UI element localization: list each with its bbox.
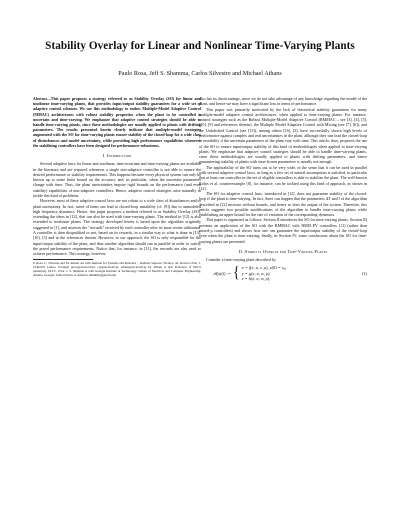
equation-row-performance: z = h(x, u, w, ρ),	[241, 276, 271, 282]
right-column	[199, 96, 367, 284]
equation-brace: {	[233, 264, 240, 282]
abstract-text: —This paper proposes a strategy referred to as Stability Overlay (SO) for linear and nonlinear time-varying plants, that provides input/output stability guarantees for a wide set of adaptive control schemes. We use this methodology to endow Multiple-Model Adaptive Control (MMAC) architectures with robust stability properties when the plant to be controlled is uncertain and time-varying. We emphasize that adaptive control strategies should be able to handle time-varying plants, since these methodologies are usually applied to plants with drifting parameters. The results presented herein clearly indicate that multiple-model strategies augmented with the SO for time-varying plants ensure stability of the closed-loop for a wide class of disturbances and model uncertainty, while providing high performance capabilities whenever the stabilizing controllers have been designed for performance-robustness.	[33, 96, 201, 148]
equation-number: (1)	[361, 270, 367, 276]
right-paragraph-5: This paper is organized as follows: Section II introduces the SO for time-varying plants. Section III presents an application of the SO with the RMMAC with BMI/LPV controllers [11] (rather than mixed-μ controllers) and shows how one can guarantee the input/output stability of the closed-loop even when the plant is time-varying; finally, in Section IV, some conclusions about the SO for time-varying plants are presented.	[199, 217, 367, 244]
paper-title: Stability Overlay for Linear and Nonlinear Time-Varying Plants	[45, 40, 355, 52]
author-list: Paulo Rosa, Jeff S. Shamma, Carlos Silvestre and Michael Athans	[118, 70, 282, 77]
equation-1	[199, 265, 367, 281]
right-paragraph-3: The applicability of the SO turns out to be very wide, in the sense that it can be used in parallel with several adaptive control laws, as long as a few set of natural assumptions is satisfied, in particular that at least one controller in the set of eligible controllers is able to stabilize the plant. The well-known Rohrs et al. counterexample [8], for instance, can be tackled using this kind of approach, as shown in [12].	[199, 164, 367, 191]
right-paragraph-2: This paper was primarily motivated by the lack of theoretical stability guarantees for many multiple-model adaptive control architectures, when applied to time-varying plants. For instance, control strategies such as the Robust Multiple-Model Adaptive Control (RMMAC – see [3], [4], [5], [10], [9] and references therein), the Multiple Model Adaptive Control with Mixing (see [7], [6]), and the Unfalsified Control (see [13]), among others [16], [2], have successfully shown high levels of performance against complex and real uncertainties in the plant, although they can lead the closed-loop to instability if the uncertain parameters of the plant vary with time. This article, thus, proposes the use of the SO to ensure input/output stability of this kind of methodologies when applied to time-varying plants. We emphasize that adaptive control strategies should be able to handle time-varying plants, since these methodologies are usually applied to plants with drifting parameters, and hence guaranteeing stability of plants with time-frozen parameters is usually not enough.	[199, 106, 367, 165]
equation-row-output: y = g(x, u, w, ρ),	[241, 270, 271, 276]
left-column	[33, 96, 201, 278]
right-paragraph-4: The SO for adaptive control laws, introduced in [12], does not guarantee stability of the closed-loop if the plant is time-varying. In fact, there can happen that the parameters ΔT and l of the algorithm described in [12] increase without bounds, and hence so does the output of the system. Therefore, this article suggests two possible modifications of the algorithm to handle time-varying plants while establishing an upper bound for the rate of variation of the corresponding dynamics.	[199, 191, 367, 218]
equation-lhs: 𝒫(ρ(t)) :=	[213, 270, 231, 276]
section-heading-introduction: I. Introduction	[102, 153, 132, 159]
abstract-lead: Abstract	[33, 96, 47, 101]
intro-paragraph-2: However, most of these adaptive control laws are not robust to a wide class of disturbances and/or plant uncertainty. In fact, some of them can lead to closed-loop instability (cf. [9]) due to unmodeled high frequency dynamics. Hence, this paper proposes a method referred to as Stability Overlay (SO), extending the ideas in [12], that can also be used with time-varying plants. The method in [12] is also extended to nonlinear plants. The strategy developed herein is based upon the algorithm originally suggested in [1], and assesses the "rewards" received by each controller after its most recent utilization. A controller is then disqualified or not, based on its rewards, in a similar way to what is done in [13], [16], [3] and in the references therein. However, in our approach, the SO is only responsible for the input/output stability of the plant, and thus another algorithm should run in parallel in order to satisfy the posed performance requirements. Notice that, for instance, in [13], the rewards are also used to achieve performance. This strategy, however,	[33, 198, 201, 257]
section-heading-stability-overlay: II. Stability Overlay for Time-Varying Plants	[238, 248, 328, 254]
footnote-divider	[33, 259, 93, 260]
equation-rows	[242, 265, 287, 281]
equation-row-state: ẋ = f(x, u, v, ρ), x(0) = x₀,	[241, 265, 287, 271]
right-paragraph-1: also has its shortcomings, since we do not take advantage of any knowledge regarding the model of the plant, and hence we may have a significant loss in terms of performance.	[199, 96, 367, 107]
affiliation-footnote: P. Rosa, C. Silvestre and M. Athans are with Institute for Systems and Robotics – Instituto Superior Técnico, Av. Rovisco Pais, 1, 1049-001 Lisboa, Portugal prosa@isr.ist.utl.pt, cjs@isr.ist.utl.pt, athans@isr.ist.utl.pt M. Athans is also Professor of EECS (emeritus), M.I.T., USA. J. S. Shamma is with Georgia Institute of Technology, School of Electrical and Computer Engineering, Atlanta, Georgia, United States of America shamma@gatech.edu	[33, 261, 201, 278]
intro-paragraph-1: Several adaptive laws for linear and nonlinear, time-invariant and time-varying plants are available in the literature and are required whenever a single non-adaptive controller is not able to ensure the desired performance or stability requirements. This happens because every physical system can only be known up to some finite bound on the accuracy and, in particular, when the uncertain parameters change with time. Thus, the plant uncertainties impose rigid bounds on the performance (and even stability) capabilities of non-adaptive controllers. Hence, adaptive control strategies arise naturally to tackle this kind of problems.	[33, 161, 201, 198]
section2-intro: Consider a time-varying plant described by	[206, 257, 277, 263]
abstract	[33, 96, 201, 148]
